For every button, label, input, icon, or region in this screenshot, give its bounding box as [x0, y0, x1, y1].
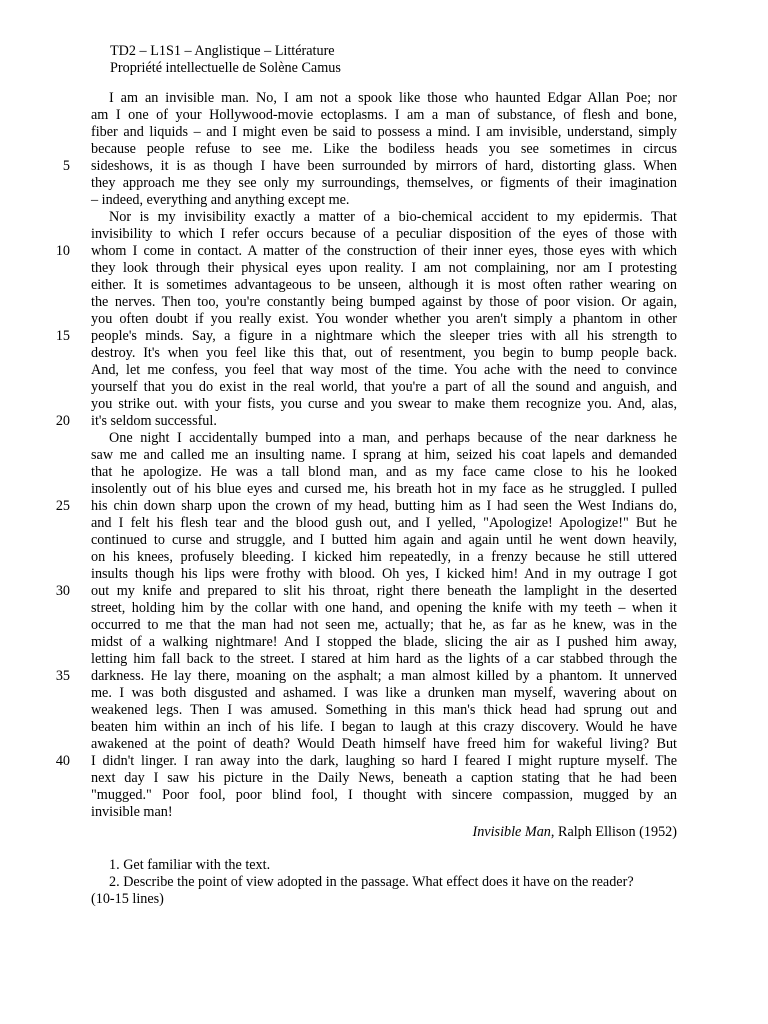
- question-length-note: (10-15 lines): [91, 891, 164, 907]
- line-number: 10: [55, 243, 70, 259]
- text-line: they look through their physical eyes upon reality. I am not complaining, nor am I protesting: [91, 260, 677, 276]
- text-line: you strike out. with your fists, you curse and you swear to make them recognize you. And, alas,: [91, 396, 677, 412]
- line-number: 25: [55, 498, 70, 514]
- text-line: that he apologize. He was a tall blond man, and as my face came close to his he looked: [91, 464, 677, 480]
- line-number: 40: [55, 753, 70, 769]
- text-line: next day I saw his picture in the Daily News, beneath a caption stating that he had been: [91, 770, 677, 786]
- text-line: because people refuse to see me. Like the bodiless heads you see sometimes in circus: [91, 141, 677, 157]
- copyright-notice: Propriété intellectuelle de Solène Camus: [110, 59, 341, 76]
- text-line: street, holding him by the collar with one hand, and opening the knife with my teeth – when it: [91, 600, 677, 616]
- text-line: out my knife and prepared to slit his throat, right there beneath the lamplight in the deserted: [91, 583, 677, 599]
- text-line: beaten him within an inch of his life. I began to laugh at this crazy discovery. Would he have: [91, 719, 677, 735]
- passage-text: [91, 90, 677, 821]
- text-line: me. I was both disgusted and ashamed. I was like a drunken man myself, wavering about on: [91, 685, 677, 701]
- text-line: and I felt his flesh tear and the blood gush out, and I yelled, "Apologize! Apologize!" But he: [91, 515, 677, 531]
- question-1: 1. Get familiar with the text.: [109, 857, 271, 873]
- text-line: invisible man!: [91, 804, 173, 820]
- line-number: 20: [55, 413, 70, 429]
- text-line: sideshows, it is as though I have been surrounded by mirrors of hard, distorting glass. When: [91, 158, 677, 174]
- text-line: on his knees, profusely bleeding. I kicked him repeatedly, in a frenzy because he still uttered: [91, 549, 677, 565]
- text-line: you often doubt if you really exist. You wonder whether you aren't simply a phantom in other: [91, 311, 677, 327]
- text-line: his chin down sharp upon the crown of my head, butting him as I had seen the West Indians do,: [91, 498, 677, 514]
- question-2: 2. Describe the point of view adopted in the passage. What effect does it have on the reader?: [109, 874, 634, 890]
- text-line: – indeed, everything and anything except me.: [91, 192, 350, 208]
- text-line: darkness. He lay there, moaning on the asphalt; a man almost killed by a phantom. It unnerved: [91, 668, 677, 684]
- text-line: midst of a walking nightmare! And I stopped the blade, slicing the air as I pushed him away,: [91, 634, 677, 650]
- text-line: "mugged." Poor fool, poor blind fool, I thought with sincere compassion, mugged by an: [91, 787, 677, 803]
- text-line: letting him fall back to the street. I stared at him hard as the lights of a car stabbed through the: [91, 651, 677, 667]
- text-line: fiber and liquids – and I might even be said to possess a mind. I am invisible, understand, simply: [91, 124, 677, 140]
- text-line: continued to curse and struggle, and I butted him again and again until he went down heavily,: [91, 532, 677, 548]
- text-line: I didn't linger. I ran away into the dark, laughing so hard I feared I might rupture myself. The: [91, 753, 677, 769]
- questions: [91, 857, 681, 908]
- document-header: [110, 43, 341, 76]
- text-line: the nerves. Then too, you're constantly being bumped against by those of poor vision. Or again,: [91, 294, 677, 310]
- text-line: they approach me they see only my surroundings, themselves, or figments of their imagination: [91, 175, 677, 191]
- text-line: am I one of your Hollywood-movie ectoplasms. I am a man of substance, of flesh and bone,: [91, 107, 677, 123]
- text-line: invisibility to which I refer occurs because of a peculiar disposition of the eyes of those with: [91, 226, 677, 242]
- text-line: either. It is sometimes advantageous to be unseen, although it is most often rather wearing on: [91, 277, 677, 293]
- text-line: And, let me confess, you feel that way most of the time. You ache with the need to convince: [91, 362, 677, 378]
- text-line: I am an invisible man. No, I am not a spook like those who haunted Edgar Allan Poe; nor: [109, 90, 677, 106]
- text-line: saw me and called me an insulting name. I sprang at him, seized his coat lapels and demanded: [91, 447, 677, 463]
- text-line: insolently out of his blue eyes and cursed me, his breath hot in my face as he struggled. I pulled: [91, 481, 677, 497]
- text-line: whom I come in contact. A matter of the construction of their inner eyes, those eyes with which: [91, 243, 677, 259]
- text-line: occurred to me that the man had not seen me, actually; that he, as far as he knew, was in the: [91, 617, 677, 633]
- text-line: insults though his lips were frothy with blood. Oh yes, I kicked him! And in my outrage I got: [91, 566, 677, 582]
- source-citation: [472, 824, 677, 841]
- book-title: Invisible Man: [472, 824, 551, 840]
- text-line: One night I accidentally bumped into a man, and perhaps because of the near darkness he: [109, 430, 677, 446]
- line-number: 15: [55, 328, 70, 344]
- text-line: awakened at the point of death? Would Death himself have freed him for wakeful living? But: [91, 736, 677, 752]
- text-line: destroy. It's when you feel like this that, out of resentment, you begin to bump people back.: [91, 345, 677, 361]
- line-number: 5: [62, 158, 70, 174]
- text-line: Nor is my invisibility exactly a matter of a bio-chemical accident to my epidermis. That: [109, 209, 677, 225]
- line-number: 35: [55, 668, 70, 684]
- text-line: yourself that you do exist in the real world, that you're a part of all the sound and anguish, and: [91, 379, 677, 395]
- author-and-year: , Ralph Ellison (1952): [550, 824, 677, 840]
- line-number: 30: [55, 583, 70, 599]
- text-line: people's minds. Say, a figure in a nightmare which the sleeper tries with all his strength to: [91, 328, 677, 344]
- text-line: weakened legs. Then I was amused. Something in this man's thick head had sprung out and: [91, 702, 677, 718]
- text-line: it's seldom successful.: [91, 413, 217, 429]
- course-title: TD2 – L1S1 – Anglistique – Littérature: [110, 43, 335, 59]
